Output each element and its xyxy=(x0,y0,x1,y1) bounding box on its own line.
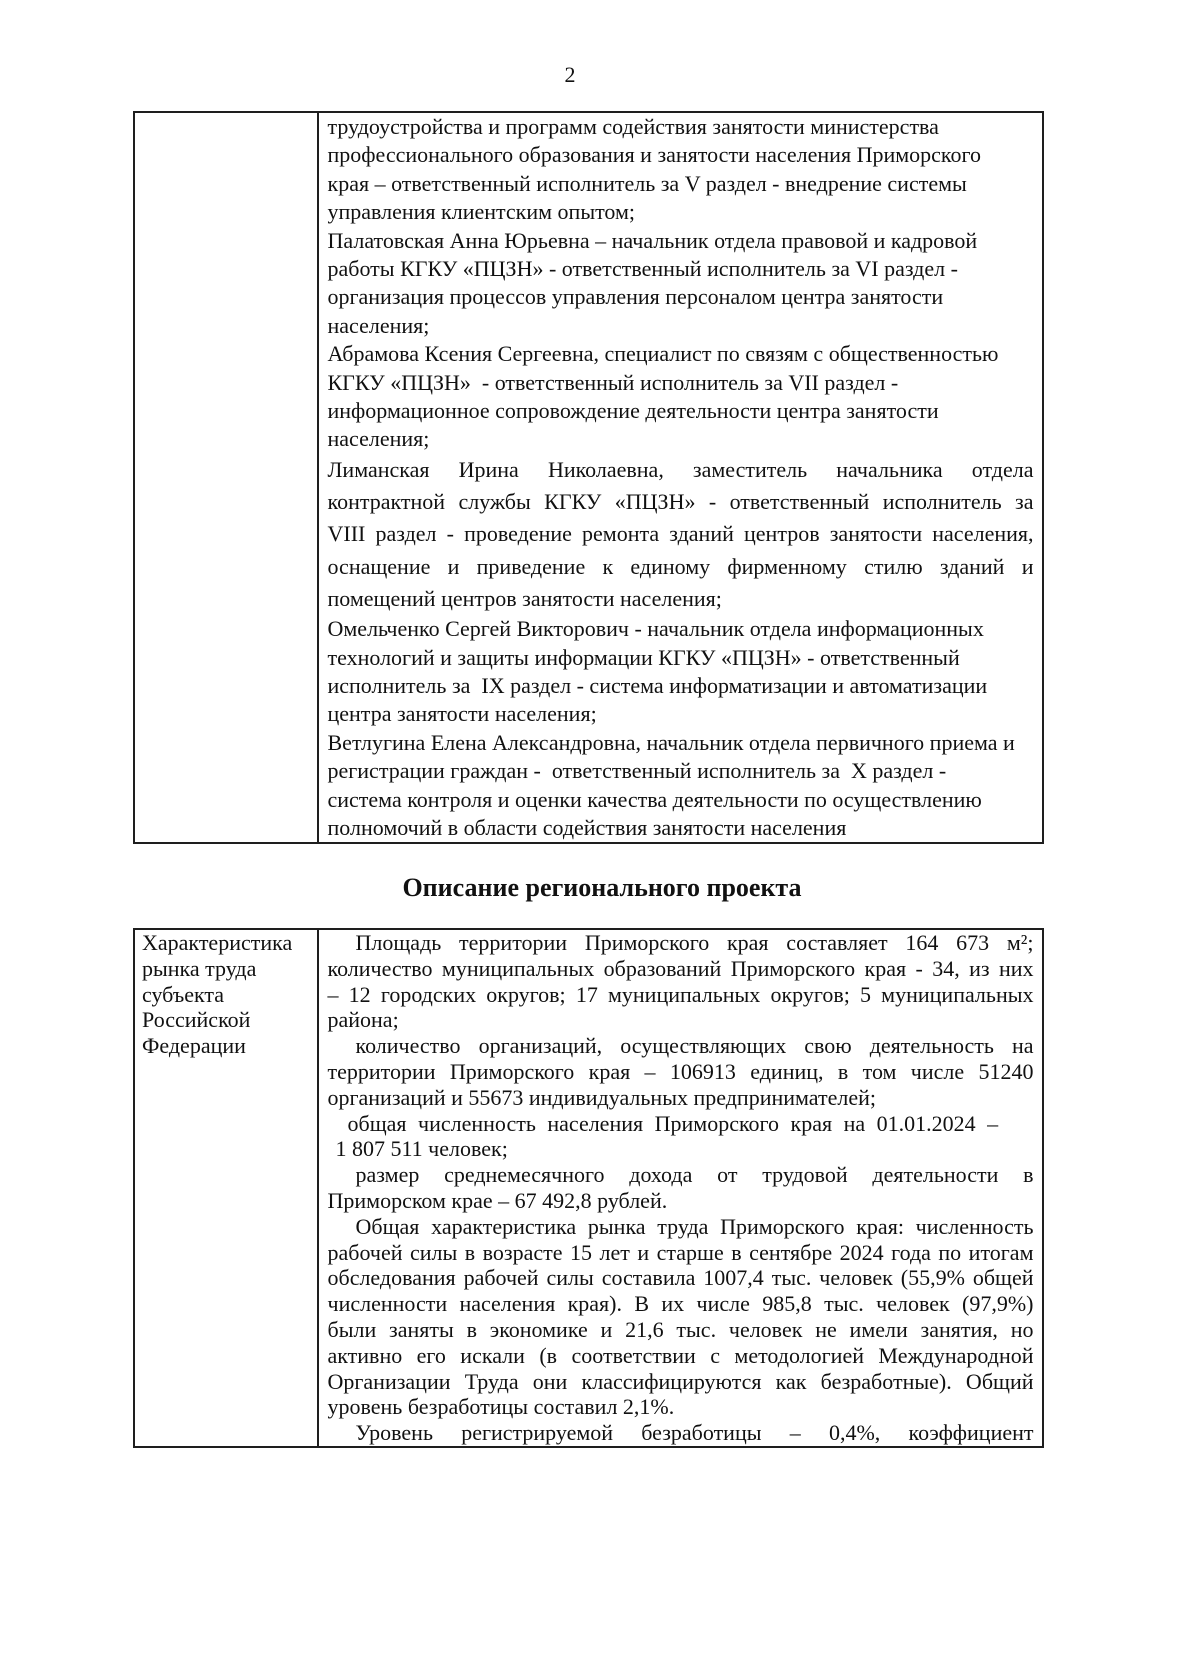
text-line: центра занятости населения; xyxy=(327,701,597,727)
responsible-entry xyxy=(328,729,1034,843)
description-paragraph xyxy=(328,1111,1034,1163)
text-line: населения; xyxy=(327,312,430,338)
label-line: Российской xyxy=(142,1007,251,1033)
text-line: регистрации граждан - ответственный исполнитель за X раздел - xyxy=(327,758,947,784)
text-line: работы КГКУ «ПЦЗН» - ответственный исполнитель за VI раздел - xyxy=(327,255,958,281)
text-line: профессионального образования и занятости населения Приморского xyxy=(327,142,981,168)
text-line: обследования рабочей силы составила 1007,4 тыс. человек (55,9% общей xyxy=(327,1265,1034,1291)
text-line: контрактной службы КГКУ «ПЦЗН» - ответственный исполнитель за xyxy=(327,488,1034,514)
description-paragraph xyxy=(328,1214,1034,1420)
text-line: организаций и 55673 индивидуальных предпринимателей; xyxy=(327,1084,876,1110)
text-line: трудоустройства и программ содействия занятости министерства xyxy=(327,114,939,139)
label-line: рынка труда xyxy=(142,955,257,981)
text-line: Общая характеристика рынка труда Приморского края: численность xyxy=(355,1213,1034,1239)
description-paragraph xyxy=(328,1420,1034,1446)
label-line: Характеристика xyxy=(142,930,293,955)
text-line: Уровень регистрируемой безработицы – 0,4%, коэффициент xyxy=(355,1420,1034,1446)
text-line: полномочий в области содействия занятости населения xyxy=(327,814,847,840)
text-line: Палатовская Анна Юрьевна – начальник отдела правовой и кадровой xyxy=(327,227,978,253)
text-line: Площадь территории Приморского края составляет 164 673 м²; xyxy=(355,930,1034,955)
text-line: Приморском крае – 67 492,8 рублей. xyxy=(327,1187,668,1213)
page-number: 2 xyxy=(564,62,576,87)
project-description-label-cell xyxy=(135,930,319,1446)
responsible-entry xyxy=(328,113,1034,227)
text-line: общая численность населения Приморского края на 01.01.2024 – xyxy=(347,1110,999,1136)
label-line: субъекта xyxy=(142,981,225,1007)
text-line: КГКУ «ПЦЗН» - ответственный исполнитель за VII раздел - xyxy=(327,369,899,395)
text-line: исполнитель за IX раздел - система информатизации и автоматизации xyxy=(327,672,988,698)
text-line: Абрамова Ксения Сергеевна, специалист по связям с общественностью xyxy=(327,341,999,367)
text-line: активно его искали (в соответствии с методологией Международной xyxy=(327,1342,1034,1368)
text-line: рабочей силы в возрасте 15 лет и старше в сентябре 2024 года по итогам xyxy=(327,1239,1034,1265)
section-title: Описание регионального проекта xyxy=(402,873,802,902)
text-line: технологий и защиты информации КГКУ «ПЦЗН» - ответственный xyxy=(327,644,960,670)
text-line: организация процессов управления персоналом центра занятости xyxy=(327,284,944,310)
description-paragraph xyxy=(328,1162,1034,1214)
text-line: помещений центров занятости населения; xyxy=(327,585,722,611)
responsibles-table xyxy=(133,111,1044,844)
text-line: управления клиентским опытом; xyxy=(327,199,636,225)
text-line: – 12 городских округов; 17 муниципальных округов; 5 муниципальных xyxy=(327,981,1034,1007)
text-line: края – ответственный исполнитель за V раздел - внедрение системы xyxy=(327,170,967,196)
text-line: численности населения края). В их числе 985,8 тыс. человек (97,9%) xyxy=(327,1291,1034,1317)
text-line: Организации Труда они классифицируются как безработные). Общий xyxy=(327,1368,1034,1394)
text-line: система контроля и оценки качества деятельности по осуществлению xyxy=(327,786,982,812)
text-line: 1 807 511 человек; xyxy=(335,1136,508,1162)
description-paragraph xyxy=(328,930,1034,1033)
text-line: территории Приморского края – 106913 единиц, в том числе 51240 xyxy=(327,1058,1034,1084)
text-line: района; xyxy=(327,1007,399,1033)
responsible-entry xyxy=(328,227,1034,341)
text-line: населения; xyxy=(327,426,430,452)
text-line: информационное сопровождение деятельности центра занятости xyxy=(327,397,939,423)
responsible-entry xyxy=(328,454,1034,615)
text-line: оснащение и приведение к единому фирменному стилю зданий и xyxy=(327,553,1034,579)
text-line: Лиманская Ирина Николаевна, заместитель начальника отдела xyxy=(327,456,1034,482)
project-description-text-cell xyxy=(319,930,1042,1446)
text-line: были заняты в экономике и 21,6 тыс. человек не имели занятия, но xyxy=(327,1316,1034,1342)
text-line: уровень безработицы составил 2,1%. xyxy=(327,1394,675,1420)
responsible-entry xyxy=(328,340,1034,454)
text-line: размер среднемесячного дохода от трудовой деятельности в xyxy=(355,1162,1034,1188)
text-line: количество организаций, осуществляющих свою деятельность на xyxy=(355,1033,1034,1059)
project-description-table xyxy=(133,928,1044,1448)
text-line: Ветлугина Елена Александровна, начальник отдела первичного приема и xyxy=(327,729,1015,755)
responsible-entry xyxy=(328,615,1034,729)
responsibles-table-left-cell xyxy=(135,113,319,842)
label-line: Федерации xyxy=(142,1033,246,1059)
text-line: VIII раздел - проведение ремонта зданий центров занятости населения, xyxy=(327,521,1034,547)
text-line: Омельченко Сергей Викторович - начальник отдела информационных xyxy=(327,616,984,642)
text-line: количество муниципальных образований Приморского края - 34, из них xyxy=(327,955,1034,981)
description-paragraph xyxy=(328,1033,1034,1110)
responsibles-table-right-cell xyxy=(319,113,1042,842)
